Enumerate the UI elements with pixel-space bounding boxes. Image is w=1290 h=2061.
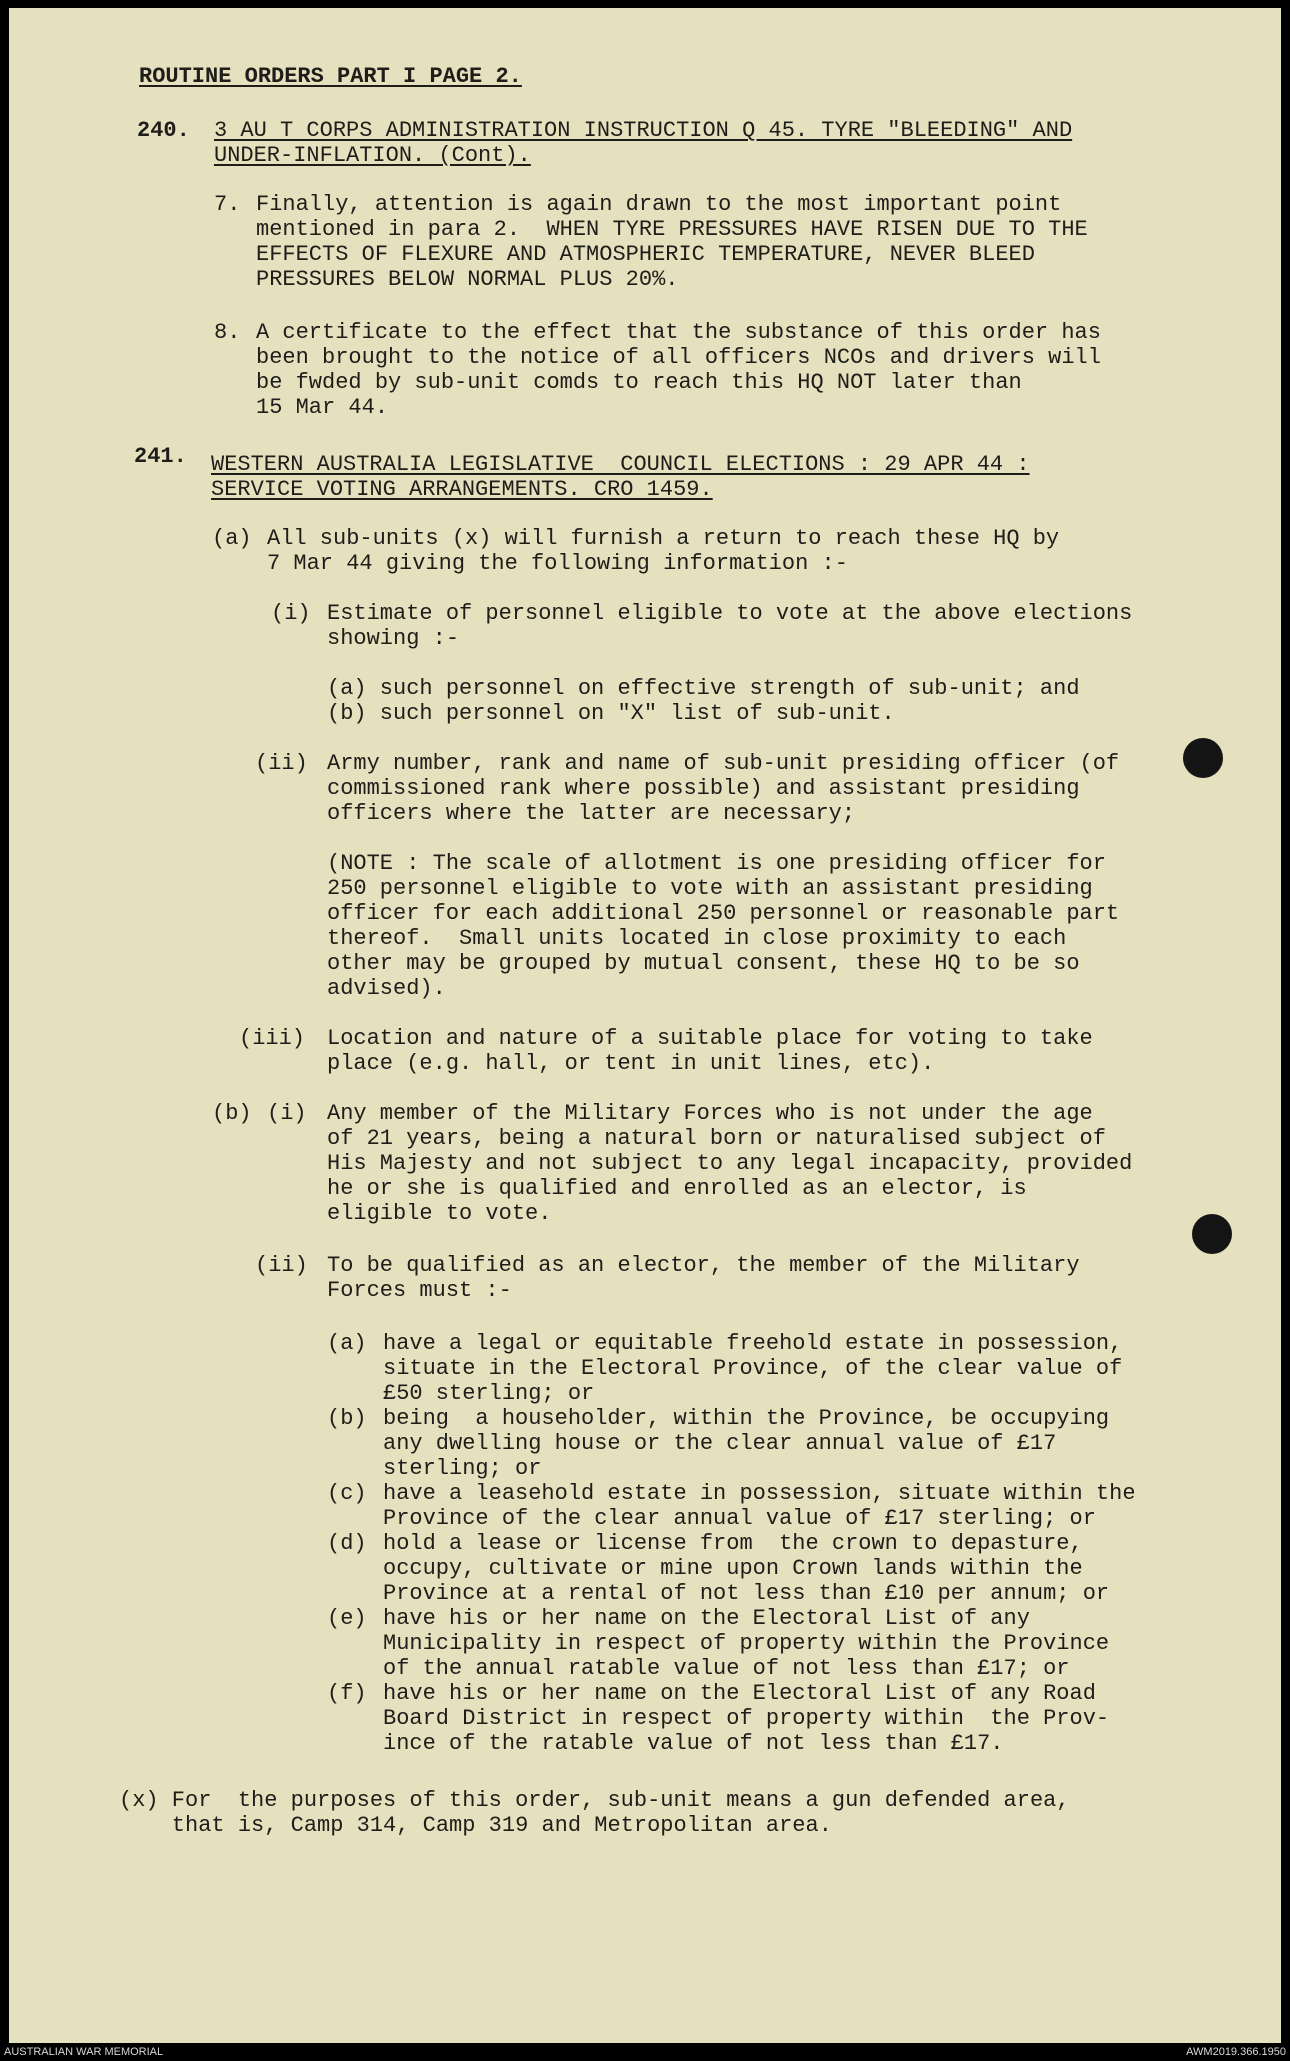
qualification-c-line-2: Province of the clear annual value of £17 sterling; or — [383, 1506, 1096, 1531]
qualification-d-line-2: occupy, cultivate or mine upon Crown lands within the — [383, 1556, 1083, 1581]
note-line-3: officer for each additional 250 personnel or reasonable part — [327, 901, 1120, 926]
item-b-i-label: (i) — [267, 1101, 307, 1126]
para-8-line-3: be fwded by sub-unit comds to reach this HQ NOT later than — [256, 370, 1022, 395]
item-b-ii-line-2: Forces must :- — [327, 1278, 512, 1303]
footer-accession-number: AWM2019.366.1950 — [1186, 2046, 1286, 2058]
sub-para-a-line-2: 7 Mar 44 giving the following information :- — [267, 551, 848, 576]
note-line-2: 250 personnel eligible to vote with an assistant presiding — [327, 876, 1093, 901]
order-241-number: 241. — [134, 444, 187, 469]
order-240-number: 240. — [137, 118, 190, 143]
order-240-title-line-2: UNDER-INFLATION. (Cont). — [214, 143, 531, 168]
para-7-number: 7. — [214, 192, 241, 217]
item-a-iii-line-1: Location and nature of a suitable place for voting to take — [327, 1026, 1093, 1051]
item-a-i-a: (a) such personnel on effective strength of sub-unit; and — [327, 676, 1080, 701]
note-line-1: (NOTE : The scale of allotment is one presiding officer for — [327, 851, 1106, 876]
item-b-ii-label: (ii) — [255, 1253, 308, 1278]
qualification-c-line-1: have a leasehold estate in possession, situate within the — [383, 1481, 1136, 1506]
item-b-i-line-3: His Majesty and not subject to any legal incapacity, provided — [327, 1151, 1133, 1176]
footnote-line-2: that is, Camp 314, Camp 319 and Metropolitan area. — [119, 1813, 832, 1838]
note-line-4: thereof. Small units located in close proximity to each — [327, 926, 1067, 951]
item-b-i-line-5: eligible to vote. — [327, 1201, 552, 1226]
sub-para-b-label: (b) — [212, 1101, 252, 1126]
qualification-d-line-3: Province at a rental of not less than £10 per annum; or — [383, 1581, 1110, 1606]
item-a-i-line-2: showing :- — [327, 626, 460, 651]
footnote-line-1: (x) For the purposes of this order, sub-unit means a gun defended area, — [119, 1788, 1070, 1813]
qualification-b-line-2: any dwelling house or the clear annual value of £17 — [383, 1431, 1057, 1456]
qualification-c-label: (c) — [327, 1481, 367, 1506]
document-page — [9, 8, 1281, 2043]
item-b-i-line-1: Any member of the Military Forces who is not under the age — [327, 1101, 1093, 1126]
footer-institution: AUSTRALIAN WAR MEMORIAL — [4, 2046, 164, 2058]
sub-para-a-label: (a) — [212, 526, 252, 551]
item-a-i-label: (i) — [271, 601, 311, 626]
para-8-line-4: 15 Mar 44. — [256, 395, 389, 420]
qualification-e-line-3: of the annual ratable value of not less than £17; or — [383, 1656, 1070, 1681]
note-line-5: other may be grouped by mutual consent, these HQ to be so — [327, 951, 1080, 976]
archive-footer — [0, 2043, 1290, 2061]
qualification-b-line-1: being a householder, within the Province, be occupying — [383, 1406, 1110, 1431]
qualification-f-line-2: Board District in respect of property within the Prov- — [383, 1706, 1110, 1731]
item-a-ii-line-2: commissioned rank where possible) and assistant presiding — [327, 776, 1080, 801]
item-a-ii-label: (ii) — [255, 751, 308, 776]
item-a-ii-line-3: officers where the latter are necessary; — [327, 801, 856, 826]
qualification-b-label: (b) — [327, 1406, 367, 1431]
page-title: ROUTINE ORDERS PART I PAGE 2. — [139, 64, 522, 89]
note-line-6: advised). — [327, 976, 446, 1001]
qualification-f-line-3: ince of the ratable value of not less than £17. — [383, 1731, 1004, 1756]
qualification-e-line-2: Municipality in respect of property within the Province — [383, 1631, 1110, 1656]
item-b-ii-line-1: To be qualified as an elector, the member of the Military — [327, 1253, 1080, 1278]
order-240-title-line-1: 3 AU T CORPS ADMINISTRATION INSTRUCTION Q 45. TYRE "BLEEDING" AND — [214, 118, 1073, 143]
item-a-i-b: (b) such personnel on "X" list of sub-unit. — [327, 701, 895, 726]
item-a-ii-line-1: Army number, rank and name of sub-unit presiding officer (of — [327, 751, 1120, 776]
order-241-title-line-2: SERVICE VOTING ARRANGEMENTS. CRO 1459. — [211, 477, 713, 502]
qualification-a-label: (a) — [327, 1331, 367, 1356]
qualification-e-label: (e) — [327, 1606, 367, 1631]
qualification-a-line-2: situate in the Electoral Province, of the clear value of — [383, 1356, 1123, 1381]
para-7-line-1: Finally, attention is again drawn to the most important point — [256, 192, 1062, 217]
qualification-d-line-1: hold a lease or license from the crown to depasture, — [383, 1531, 1083, 1556]
qualification-a-line-3: £50 sterling; or — [383, 1381, 595, 1406]
item-a-i-line-1: Estimate of personnel eligible to vote at the above elections — [327, 601, 1133, 626]
para-7-line-3: EFFECTS OF FLEXURE AND ATMOSPHERIC TEMPERATURE, NEVER BLEED — [256, 242, 1035, 267]
punch-hole-top — [1183, 738, 1223, 778]
para-8-line-1: A certificate to the effect that the substance of this order has — [256, 320, 1101, 345]
item-a-iii-line-2: place (e.g. hall, or tent in unit lines, etc). — [327, 1051, 935, 1076]
qualification-d-label: (d) — [327, 1531, 367, 1556]
routine-orders-text — [9, 8, 1281, 2043]
qualification-f-label: (f) — [327, 1681, 367, 1706]
qualification-f-line-1: have his or her name on the Electoral List of any Road — [383, 1681, 1096, 1706]
item-b-i-line-2: of 21 years, being a natural born or naturalised subject of — [327, 1126, 1106, 1151]
para-8-line-2: been brought to the notice of all officers NCOs and drivers will — [256, 345, 1101, 370]
qualification-b-line-3: sterling; or — [383, 1456, 542, 1481]
item-b-i-line-4: he or she is qualified and enrolled as an elector, is — [327, 1176, 1027, 1201]
qualification-e-line-1: have his or her name on the Electoral List of any — [383, 1606, 1030, 1631]
para-8-number: 8. — [214, 320, 241, 345]
sub-para-a-line-1: All sub-units (x) will furnish a return to reach these HQ by — [267, 526, 1060, 551]
para-7-line-2: mentioned in para 2. WHEN TYRE PRESSURES HAVE RISEN DUE TO THE — [256, 217, 1088, 242]
punch-hole-bottom — [1192, 1214, 1232, 1254]
order-241-title-line-1: WESTERN AUSTRALIA LEGISLATIVE COUNCIL ELECTIONS : 29 APR 44 : — [211, 452, 1030, 477]
para-7-line-4: PRESSURES BELOW NORMAL PLUS 20%. — [256, 267, 679, 292]
item-a-iii-label: (iii) — [239, 1026, 306, 1051]
qualification-a-line-1: have a legal or equitable freehold estate in possession, — [383, 1331, 1123, 1356]
